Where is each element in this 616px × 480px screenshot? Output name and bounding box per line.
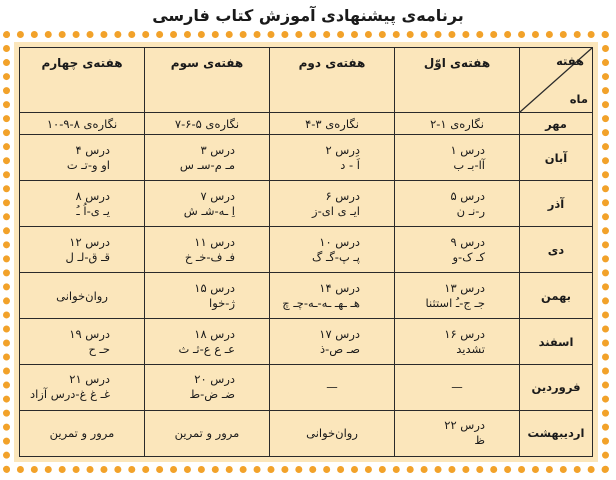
lesson-cell [395,319,520,365]
lesson-letters: مـ م-سـ س [179,157,235,172]
lesson-title: درس ۱۸ [194,326,235,341]
lesson-title: نگاره‌ی ۳-۴ [305,116,359,131]
lesson-title: درس ۹ [450,234,485,249]
lesson-cell [20,365,145,411]
lesson-title: درس ۱۶ [444,326,485,341]
lesson-letters: آا-بـ ب [453,157,485,172]
table-row [20,319,593,365]
lesson-cell [20,181,145,227]
lesson-cell [20,227,145,273]
schedule-background [14,42,598,462]
schedule-table [19,47,593,457]
lesson-letters: ظ [474,433,485,448]
week-header: هفته‌ی چهارم [20,48,145,113]
lesson-title: درس ۸ [75,188,110,203]
lesson-title: نگاره‌ی ۵-۶-۷ [174,116,240,131]
lesson-letters: حـ ح [88,341,110,356]
lesson-cell [395,273,520,319]
lesson-title: درس ۶ [325,188,360,203]
month-cell: فروردین [520,365,593,411]
month-cell: اسفند [520,319,593,365]
lesson-title: مرور و تمرین [49,426,115,441]
corner-month-label: ماه [569,92,588,106]
schedule-body [20,113,593,457]
table-header-row [20,48,593,113]
lesson-title: درس ۳ [200,142,235,157]
lesson-cell [270,181,395,227]
month-cell: بهمن [520,273,593,319]
lesson-title: درس ۷ [200,188,235,203]
month-cell: اردیبهشت [520,410,593,456]
lesson-cell [145,365,270,411]
table-row [20,113,593,135]
lesson-cell [145,227,270,273]
lesson-title: درس ۱۱ [194,234,235,249]
lesson-cell [395,227,520,273]
lesson-title: درس ۱۷ [319,326,360,341]
lesson-title: درس ۲۰ [194,372,235,387]
week-header: هفته‌ی سوم [145,48,270,113]
lesson-letters: صـ ص-ذ [320,341,360,356]
lesson-title: روان‌خوانی [306,426,358,441]
lesson-letters: عـ ع ع-ثـ ث [178,341,235,356]
lesson-title: درس ۱۴ [319,280,360,295]
lesson-cell [20,410,145,456]
lesson-cell [145,273,270,319]
lesson-letters: هـ ـهـ ـه-ـه-چـ چ [282,295,360,310]
lesson-cell [145,113,270,135]
lesson-letters: اَ - د [340,157,360,172]
lesson-title: درس ۱۰ [319,234,360,249]
lesson-title: روان‌خوانی [56,288,108,303]
lesson-title: درس ۱۲ [69,234,110,249]
table-row [20,135,593,181]
lesson-cell [145,319,270,365]
lesson-cell [270,135,395,181]
lesson-letters: پـ پ-گـ گ [312,249,360,264]
lesson-cell [395,181,520,227]
lesson-title: درس ۱۳ [444,280,485,295]
lesson-cell [270,273,395,319]
lesson-cell [270,410,395,456]
lesson-title: درس ۱۹ [69,326,110,341]
lesson-title: درس ۵ [450,188,485,203]
lesson-title: درس ۲۲ [444,418,485,433]
lesson-title: — [326,380,338,395]
lesson-letters: ایـ ی ای-ز [312,203,360,218]
lesson-title: درس ۴ [75,142,110,157]
lesson-title: درس ۱۵ [194,280,235,295]
table-row [20,227,593,273]
page-title: برنامه‌ی پیشنهادی آموزش کتاب فارسی [152,6,464,25]
lesson-letters: کـ ک-و [452,249,485,264]
lesson-title: درس ۱ [450,142,485,157]
table-row [20,365,593,411]
lesson-letters: یـ ی-اُ ـُ [76,203,110,218]
lesson-cell [20,135,145,181]
month-cell: آذر [520,181,593,227]
lesson-letters: ر-نـ ن [456,203,485,218]
lesson-title: نگاره‌ی ۸-۹-۱۰ [46,116,118,131]
lesson-letters: ضـ ض-ط [189,387,235,402]
table-row [20,181,593,227]
lesson-title: دِرس ۲ [325,142,360,157]
lesson-title: — [451,380,463,395]
table-row [20,410,593,456]
lesson-letters: او و-تـ ت [66,157,110,172]
lesson-letters: جـ ج-ـُ استثنا [425,295,485,310]
corner-header [520,48,593,113]
lesson-cell [395,410,520,456]
lesson-cell [395,113,520,135]
week-header: هفته‌ی دوم [270,48,395,113]
lesson-cell [395,365,520,411]
lesson-cell [20,273,145,319]
lesson-cell [270,227,395,273]
lesson-cell [145,135,270,181]
table-row [20,273,593,319]
lesson-title: مرور و تمرین [174,426,240,441]
lesson-letters: غـ غ غ-درس آزاد [29,387,110,402]
lesson-title: نگاره‌ی ۱-۲ [430,116,484,131]
corner-week-label: هفته [556,54,584,68]
lesson-title: درس ۲۱ [69,372,110,387]
lesson-cell [20,113,145,135]
lesson-letters: ژ-خوا [209,295,235,310]
lesson-cell [20,319,145,365]
month-cell: دی [520,227,593,273]
lesson-cell [270,319,395,365]
lesson-letters: قـ ق-لـ ل [65,249,110,264]
schedule-frame [3,31,609,473]
lesson-letters: اِ ـه-شـ ش [183,203,235,218]
lesson-cell [145,181,270,227]
lesson-letters: فـ ف-خـ خ [184,249,235,264]
lesson-cell [270,365,395,411]
week-header: هفته‌ی اوّل [395,48,520,113]
lesson-cell [395,135,520,181]
lesson-cell [145,410,270,456]
month-cell: آبان [520,135,593,181]
month-cell: مهر [520,113,593,135]
lesson-cell [270,113,395,135]
lesson-letters: تشدید [456,341,485,356]
